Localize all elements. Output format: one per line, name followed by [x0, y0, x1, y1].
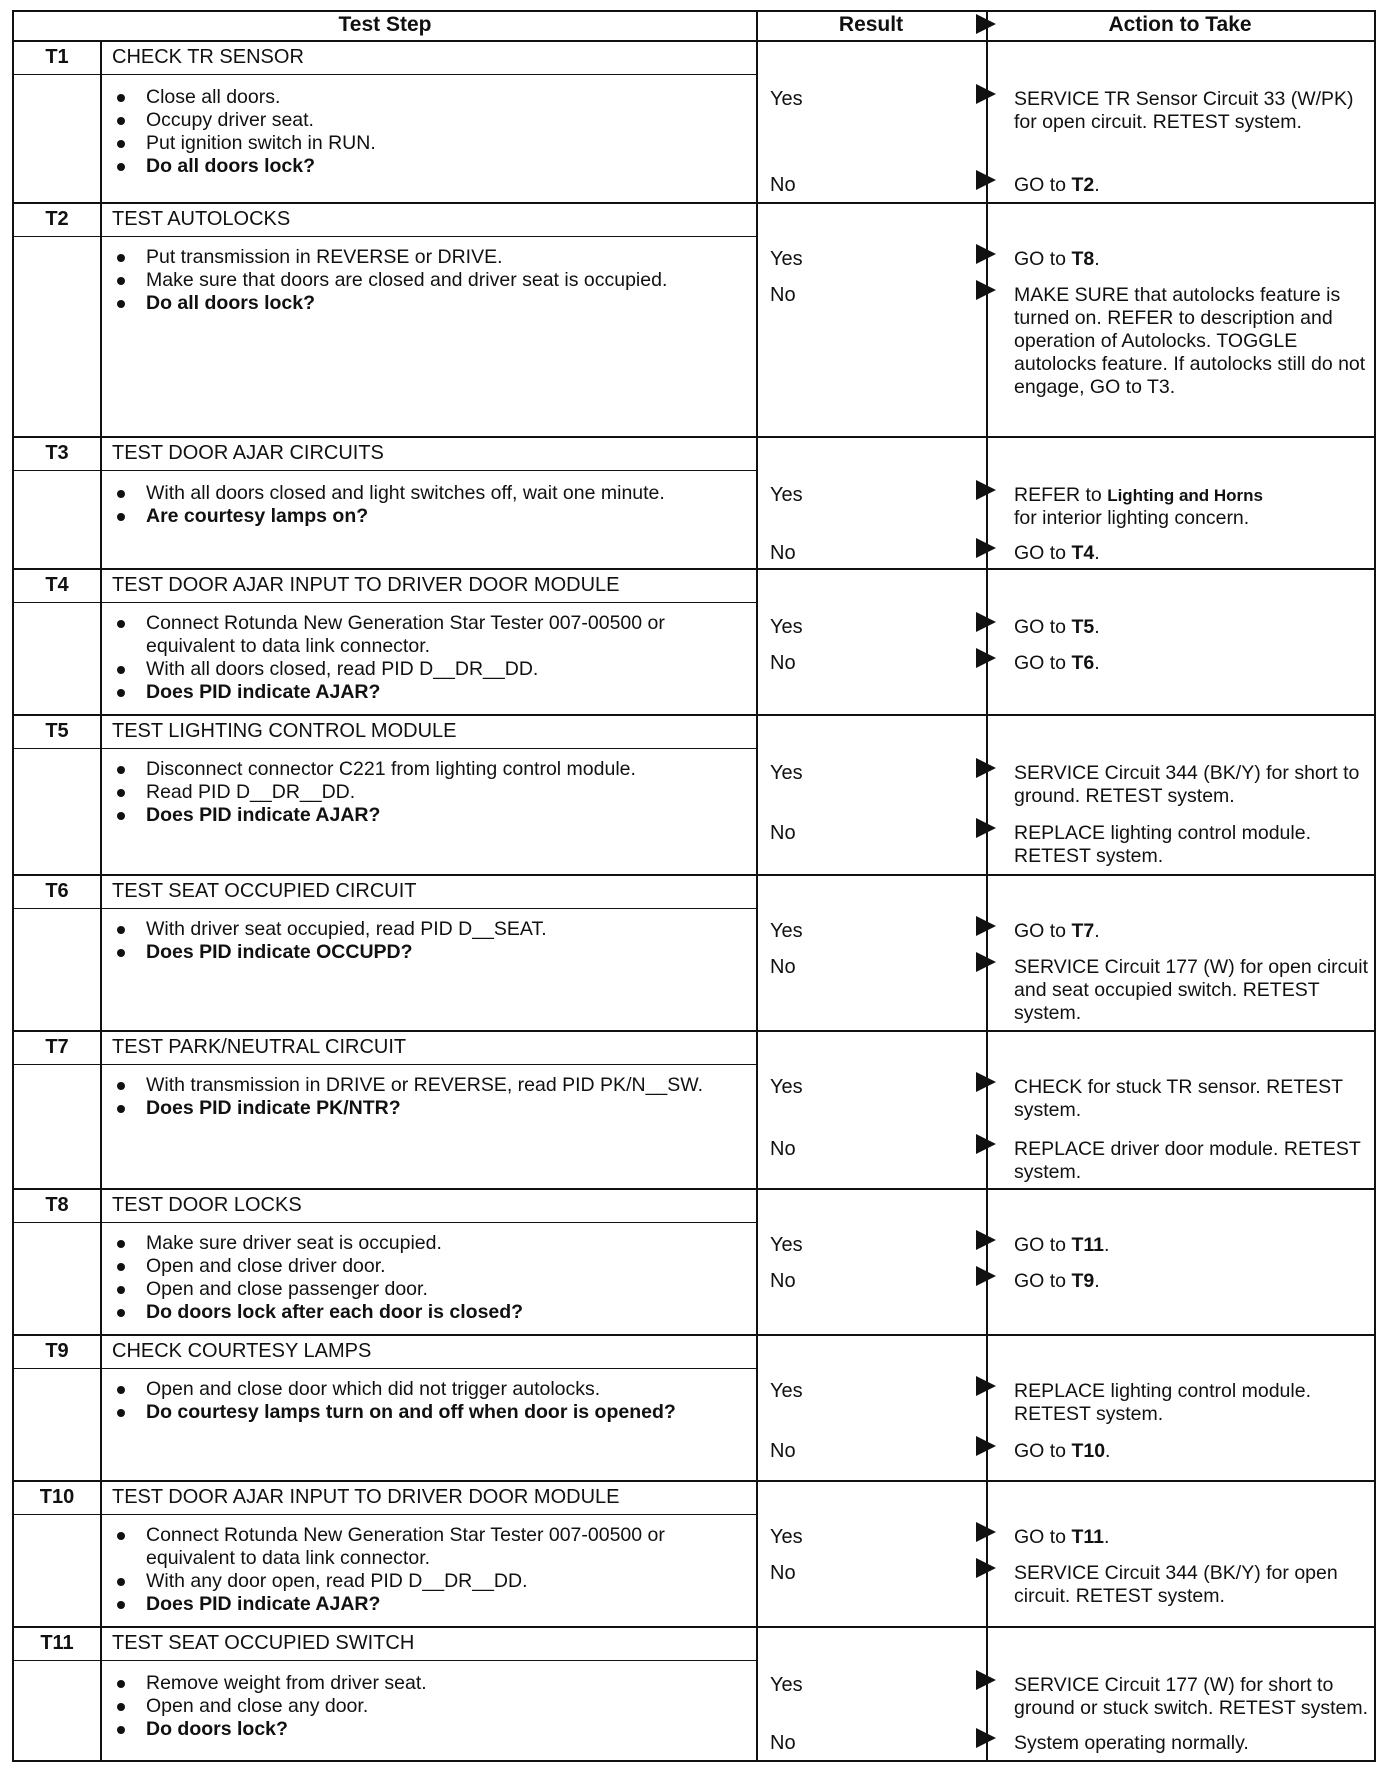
- step-instructions: [104, 918, 749, 964]
- action-no: SERVICE Circuit 177 (W) for open circuit and seat occupied switch. RETEST system.: [1014, 956, 1368, 1024]
- action-yes: REFER to Lighting and Horns for interior lighting concern.: [1014, 484, 1264, 529]
- arrow-icon: [976, 1522, 996, 1547]
- title-rule: [14, 1064, 756, 1065]
- action-yes: SERVICE TR Sensor Circuit 33 (W/PK) for open circuit. RETEST system.: [1014, 88, 1354, 133]
- action-yes: GO to T8.: [1014, 248, 1100, 270]
- arrow-icon: [976, 916, 996, 941]
- arrow-icon: [976, 280, 996, 305]
- step-rule: [14, 202, 1374, 204]
- action-yes: GO to T11.: [1014, 1234, 1110, 1256]
- result-yes: Yes: [770, 616, 803, 638]
- arrow-icon: [976, 480, 996, 505]
- header-rule: [14, 40, 1374, 42]
- step-rule: [14, 874, 1374, 876]
- step-title: TEST DOOR LOCKS: [112, 1194, 302, 1216]
- instruction: With any door open, read PID D__DR__DD.: [104, 1570, 749, 1593]
- step-rule: [14, 1480, 1374, 1482]
- result-no: No: [770, 1440, 796, 1462]
- action-no: GO to T6.: [1014, 652, 1100, 674]
- arrow-icon: [976, 1266, 996, 1291]
- result-no: No: [770, 822, 796, 844]
- action-yes: SERVICE Circuit 177 (W) for short to ground or stuck switch. RETEST system.: [1014, 1674, 1368, 1719]
- instruction: Open and close any door.: [104, 1695, 749, 1718]
- action-no: MAKE SURE that autolocks feature is turned on. REFER to description and operation of Autolocks. TOGGLE autolocks feature. If autolocks still do not engage, GO to T3.: [1014, 284, 1366, 398]
- arrow-icon: [976, 244, 996, 269]
- arrow-icon: [976, 1072, 996, 1097]
- step-title: TEST SEAT OCCUPIED SWITCH: [112, 1632, 415, 1654]
- action-yes: GO to T7.: [1014, 920, 1100, 942]
- result-yes: Yes: [770, 1674, 803, 1696]
- arrow-icon: [976, 1558, 996, 1583]
- instruction: Close all doors.: [104, 86, 749, 109]
- header-action: Action to Take: [1108, 13, 1252, 36]
- step-id: T5: [45, 720, 69, 742]
- instruction: Connect Rotunda New Generation Star Tester 007-00500 or equivalent to data link connector.: [104, 1524, 749, 1570]
- question: Are courtesy lamps on?: [104, 505, 749, 528]
- question: Does PID indicate PK/NTR?: [104, 1097, 749, 1120]
- result-no: No: [770, 956, 796, 978]
- id-column-divider: [100, 40, 102, 1760]
- result-yes: Yes: [770, 1076, 803, 1098]
- title-rule: [14, 1660, 756, 1661]
- instruction: With driver seat occupied, read PID D__SEAT.: [104, 918, 749, 941]
- arrow-icon: [976, 1230, 996, 1255]
- step-instructions: [104, 1524, 749, 1616]
- arrow-icon: [976, 758, 996, 783]
- instruction: Open and close door which did not trigger autolocks.: [104, 1378, 749, 1401]
- step-rule: [14, 568, 1374, 570]
- step-title: TEST AUTOLOCKS: [112, 208, 291, 230]
- question: Does PID indicate AJAR?: [104, 1593, 749, 1616]
- step-instructions: [104, 246, 749, 315]
- step-id: T11: [40, 1632, 74, 1654]
- action-yes: REPLACE lighting control module. RETEST system.: [1014, 1380, 1311, 1425]
- step-rule: [14, 1626, 1374, 1628]
- result-yes: Yes: [770, 762, 803, 784]
- result-no: No: [770, 542, 796, 564]
- step-rule: [14, 1188, 1374, 1190]
- step-id: T2: [45, 208, 69, 230]
- result-yes: Yes: [770, 1526, 803, 1548]
- step-instructions: [104, 86, 749, 178]
- question: Does PID indicate AJAR?: [104, 804, 749, 827]
- step-rule: [14, 714, 1374, 716]
- action-no: GO to T2.: [1014, 174, 1100, 196]
- step-rule: [14, 436, 1374, 438]
- title-rule: [14, 908, 756, 909]
- action-no: REPLACE lighting control module. RETEST system.: [1014, 822, 1311, 867]
- instruction: Make sure that doors are closed and driver seat is occupied.: [104, 269, 749, 292]
- step-instructions: [104, 482, 749, 528]
- arrow-icon: [976, 170, 996, 195]
- result-no: No: [770, 1270, 796, 1292]
- step-id: T7: [45, 1036, 69, 1058]
- instruction: Put ignition switch in RUN.: [104, 132, 749, 155]
- instruction: Open and close passenger door.: [104, 1278, 749, 1301]
- arrow-icon: [976, 1670, 996, 1695]
- step-rule: [14, 1030, 1374, 1032]
- step-title: TEST SEAT OCCUPIED CIRCUIT: [112, 880, 417, 902]
- question: Do doors lock after each door is closed?: [104, 1301, 749, 1324]
- step-id: T9: [45, 1340, 69, 1362]
- header-test-step: Test Step: [338, 13, 432, 36]
- title-rule: [14, 470, 756, 471]
- result-yes: Yes: [770, 88, 803, 110]
- result-yes: Yes: [770, 484, 803, 506]
- arrow-icon: [976, 1376, 996, 1401]
- step-instructions: [104, 612, 749, 704]
- step-title: TEST LIGHTING CONTROL MODULE: [112, 720, 457, 742]
- instruction: Disconnect connector C221 from lighting control module.: [104, 758, 749, 781]
- arrow-icon: [976, 1134, 996, 1159]
- arrow-icon: [976, 538, 996, 563]
- column-divider: [986, 12, 988, 1760]
- instruction: Put transmission in REVERSE or DRIVE.: [104, 246, 749, 269]
- title-rule: [14, 748, 756, 749]
- step-title: TEST DOOR AJAR INPUT TO DRIVER DOOR MODULE: [112, 574, 620, 596]
- step-id: T10: [39, 1486, 75, 1508]
- header-result: Result: [838, 13, 904, 36]
- instruction: Make sure driver seat is occupied.: [104, 1232, 749, 1255]
- arrow-icon: [976, 648, 996, 673]
- title-rule: [14, 1222, 756, 1223]
- result-yes: Yes: [770, 1234, 803, 1256]
- action-no: GO to T10.: [1014, 1440, 1111, 1462]
- arrow-icon: [976, 1728, 996, 1753]
- result-no: No: [770, 652, 796, 674]
- result-yes: Yes: [770, 1380, 803, 1402]
- action-no: REPLACE driver door module. RETEST system.: [1014, 1138, 1361, 1183]
- step-id: T3: [45, 442, 69, 464]
- question: Does PID indicate AJAR?: [104, 681, 749, 704]
- arrow-icon: [976, 1436, 996, 1461]
- result-no: No: [770, 284, 796, 306]
- instruction: Connect Rotunda New Generation Star Tester 007-00500 or equivalent to data link connector.: [104, 612, 749, 658]
- instruction: With all doors closed and light switches off, wait one minute.: [104, 482, 749, 505]
- action-yes: GO to T11.: [1014, 1526, 1110, 1548]
- header-arrow-icon: [976, 14, 996, 39]
- action-yes: GO to T5.: [1014, 616, 1100, 638]
- title-rule: [14, 1514, 756, 1515]
- column-divider: [756, 12, 758, 1760]
- instruction: Open and close driver door.: [104, 1255, 749, 1278]
- instruction: With all doors closed, read PID D__DR__DD.: [104, 658, 749, 681]
- question: Do courtesy lamps turn on and off when door is opened?: [104, 1401, 749, 1424]
- step-title: TEST PARK/NEUTRAL CIRCUIT: [112, 1036, 407, 1058]
- question: Do all doors lock?: [104, 292, 749, 315]
- arrow-icon: [976, 84, 996, 109]
- instruction: Remove weight from driver seat.: [104, 1672, 749, 1695]
- result-no: No: [770, 1562, 796, 1584]
- action-no: SERVICE Circuit 344 (BK/Y) for open circuit. RETEST system.: [1014, 1562, 1338, 1607]
- instruction: Occupy driver seat.: [104, 109, 749, 132]
- title-rule: [14, 1368, 756, 1369]
- arrow-icon: [976, 612, 996, 637]
- action-no: System operating normally.: [1014, 1732, 1249, 1754]
- result-yes: Yes: [770, 920, 803, 942]
- question: Do all doors lock?: [104, 155, 749, 178]
- arrow-icon: [976, 818, 996, 843]
- title-rule: [14, 236, 756, 237]
- result-no: No: [770, 174, 796, 196]
- result-no: No: [770, 1138, 796, 1160]
- step-id: T6: [45, 880, 69, 902]
- action-no: GO to T9.: [1014, 1270, 1100, 1292]
- step-instructions: [104, 1672, 749, 1741]
- step-title: TEST DOOR AJAR INPUT TO DRIVER DOOR MODULE: [112, 1486, 620, 1508]
- diagnostic-table: [12, 10, 1376, 1762]
- result-no: No: [770, 1732, 796, 1754]
- arrow-icon: [976, 952, 996, 977]
- instruction: With transmission in DRIVE or REVERSE, read PID PK/N__SW.: [104, 1074, 749, 1097]
- title-rule: [14, 74, 756, 75]
- step-instructions: [104, 758, 749, 827]
- question: Do doors lock?: [104, 1718, 749, 1741]
- step-title: TEST DOOR AJAR CIRCUITS: [112, 442, 384, 464]
- action-yes: SERVICE Circuit 344 (BK/Y) for short to ground. RETEST system.: [1014, 762, 1360, 807]
- result-yes: Yes: [770, 248, 803, 270]
- step-title: CHECK TR SENSOR: [112, 46, 304, 68]
- instruction: Read PID D__DR__DD.: [104, 781, 749, 804]
- step-rule: [14, 1334, 1374, 1336]
- step-title: CHECK COURTESY LAMPS: [112, 1340, 372, 1362]
- step-instructions: [104, 1074, 749, 1120]
- action-no: GO to T4.: [1014, 542, 1100, 564]
- step-id: T1: [45, 46, 69, 68]
- action-yes: CHECK for stuck TR sensor. RETEST system.: [1014, 1076, 1343, 1121]
- title-rule: [14, 602, 756, 603]
- step-id: T4: [45, 574, 69, 596]
- step-instructions: [104, 1378, 749, 1424]
- step-id: T8: [45, 1194, 69, 1216]
- step-instructions: [104, 1232, 749, 1324]
- question: Does PID indicate OCCUPD?: [104, 941, 749, 964]
